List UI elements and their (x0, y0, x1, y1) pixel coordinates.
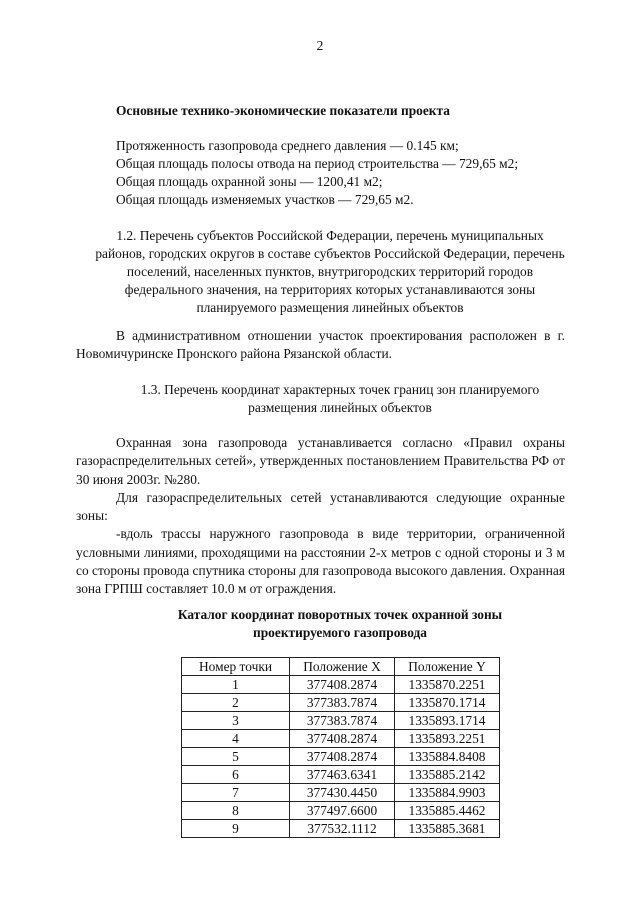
point-number: 9 (182, 820, 290, 838)
position-x: 377497.6600 (290, 802, 395, 820)
table-header-row (182, 658, 500, 676)
column-header-x: Положение X (290, 658, 395, 676)
table-row (182, 766, 500, 784)
page-number: 2 (316, 38, 324, 53)
section-1-3-body (76, 434, 565, 599)
position-x: 377383.7874 (290, 694, 395, 712)
catalog-title (80, 606, 600, 642)
position-y: 1335885.4462 (395, 802, 500, 820)
section-1-3-heading-line: 1.3. Перечень координат характерных точек границ зон планируемого (140, 382, 540, 397)
position-y: 1335885.2142 (395, 766, 500, 784)
section-1-2-heading (60, 227, 600, 317)
column-header-y: Положение Y (395, 658, 500, 676)
table-row (182, 730, 500, 748)
table-row (182, 820, 500, 838)
position-y: 1335884.9903 (395, 784, 500, 802)
column-header-point: Номер точки (182, 658, 290, 676)
position-x: 377408.2874 (290, 730, 395, 748)
indicator-item: Общая площадь изменяемых участков — 729,65 м2. (116, 192, 414, 207)
gas-network-zones-paragraph: Для газораспределительных сетей устанавливаются следующие охранные зоны: (76, 489, 565, 524)
section-1-2-heading-line: поселений, населенных пунктов, внутригородских территорий городов (126, 264, 534, 279)
pipeline-route-paragraph: -вдоль трассы наружного газопровода в виде территории, ограниченной условными линиями, проходящими на расстоянии 2-х метров с одной стороны и 3 м со стороны провода спутника стороны для газопровода высокого давления. Охранная зона ГРПШ составляет 10.0 м от ограждения. (76, 526, 565, 597)
position-y: 1335870.2251 (395, 676, 500, 694)
section-1-3-heading (80, 381, 600, 417)
position-x: 377532.1112 (290, 820, 395, 838)
point-number: 1 (182, 676, 290, 694)
position-x: 377408.2874 (290, 748, 395, 766)
coordinates-table (181, 657, 500, 838)
section-1-2-heading-line: районов, городских округов в составе субъектов Российской Федерации, перечень (95, 246, 565, 261)
point-number: 2 (182, 694, 290, 712)
section-1-2-paragraph (76, 327, 565, 364)
section-1-3-heading-line: размещения линейных объектов (248, 400, 432, 415)
table-row (182, 694, 500, 712)
point-number: 3 (182, 712, 290, 730)
position-y: 1335893.1714 (395, 712, 500, 730)
catalog-title-line: Каталог координат поворотных точек охранной зоны (177, 607, 503, 622)
table-row (182, 676, 500, 694)
indicators-heading: Основные технико-экономические показатели проекта (116, 103, 450, 118)
protection-zone-paragraph: Охранная зона газопровода устанавливается согласно «Правил охраны газораспределительных сетей», утвержденных постановлением Правительства РФ от 30 июня 2003г. №280. (76, 435, 565, 487)
section-1-2-heading-line: планируемого размещения линейных объектов (196, 300, 464, 315)
table-row (182, 748, 500, 766)
point-number: 5 (182, 748, 290, 766)
point-number: 8 (182, 802, 290, 820)
position-x: 377408.2874 (290, 676, 395, 694)
position-x: 377383.7874 (290, 712, 395, 730)
admin-location-text: В административном отношении участок проектирования расположен в г. Новомичуринске Пронского района Рязанской области. (76, 328, 565, 362)
position-x: 377430.4450 (290, 784, 395, 802)
point-number: 4 (182, 730, 290, 748)
indicator-item: Общая площадь охранной зоны — 1200,41 м2; (116, 174, 383, 189)
indicator-item: Протяженность газопровода среднего давления — 0.145 км; (116, 138, 459, 153)
table-row (182, 784, 500, 802)
catalog-title-line: проектируемого газопровода (253, 625, 427, 640)
point-number: 7 (182, 784, 290, 802)
position-y: 1335870.1714 (395, 694, 500, 712)
table-row (182, 802, 500, 820)
table-row (182, 712, 500, 730)
section-1-2-heading-line: федерального значения, на территориях которых устанавливаются зоны (124, 282, 536, 297)
position-y: 1335884.8408 (395, 748, 500, 766)
section-1-2-heading-line: 1.2. Перечень субъектов Российской Федерации, перечень муниципальных (116, 228, 544, 243)
position-x: 377463.6341 (290, 766, 395, 784)
position-y: 1335893.2251 (395, 730, 500, 748)
indicator-item: Общая площадь полосы отвода на период строительства — 729,65 м2; (116, 156, 519, 171)
position-y: 1335885.3681 (395, 820, 500, 838)
point-number: 6 (182, 766, 290, 784)
